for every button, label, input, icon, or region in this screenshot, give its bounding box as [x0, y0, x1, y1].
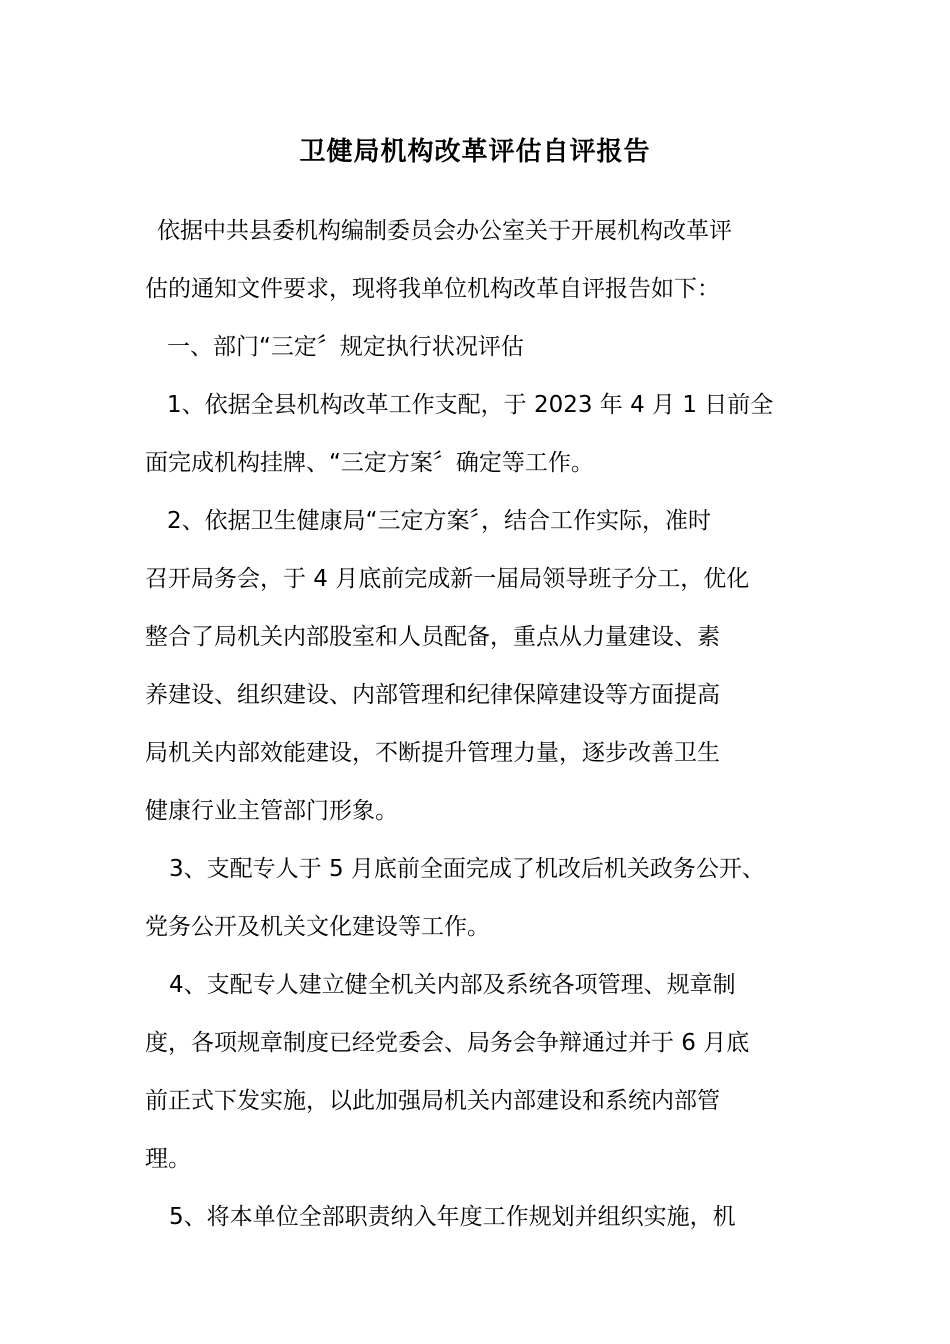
text-line: 1、依据全县机构改革工作支配，于 2023 年 4 月 1 日前全 [167, 392, 774, 418]
text-line: 度，各项规章制度已经党委会、局务会争辩通过并于 6 月底 [145, 1030, 750, 1056]
document-title: 卫健局机构改革评估自评报告 [299, 137, 651, 167]
section-heading-1 [145, 318, 815, 376]
text-line: 健康行业主管部门形象。 [145, 798, 398, 824]
text-line: 4、支配专人建立健全机关内部及系统各项管理、规章制 [169, 972, 736, 998]
text-line: 估的通知文件要求，现将我单位机构改革自评报告如下： [145, 276, 720, 302]
text-line: 5、将本单位全部职责纳入年度工作规划并组织实施，机 [169, 1204, 736, 1230]
text-line: 依据中共县委机构编制委员会办公室关于开展机构改革评 [157, 218, 732, 244]
paragraph-item-4 [145, 956, 815, 1188]
paragraph-item-1 [145, 376, 815, 492]
text-line: 2、依据卫生健康局“三定方案〞，结合工作实际，准时 [167, 508, 712, 534]
text-line: 面完成机构挂牌、“三定方案〞确定等工作。 [145, 450, 594, 476]
text-line: 前正式下发实施，以此加强局机关内部建设和系统内部管 [145, 1088, 720, 1114]
text-line: 理。 [145, 1146, 191, 1172]
text-line: 召开局务会，于 4 月底前完成新一届局领导班子分工，优化 [145, 566, 750, 592]
text-line: 一、部门“三定〞规定执行状况评估 [167, 334, 524, 360]
text-line: 3、支配专人于 5 月底前全面完成了机改后机关政务公开、 [169, 856, 765, 882]
paragraph-item-3 [145, 840, 815, 956]
text-line: 局机关内部效能建设，不断提升管理力量，逐步改善卫生 [145, 740, 720, 766]
paragraph-item-5 [145, 1188, 815, 1246]
text-line: 养建设、组织建设、内部管理和纪律保障建设等方面提高 [145, 682, 720, 708]
paragraph-intro [145, 202, 815, 318]
text-line: 党务公开及机关文化建设等工作。 [145, 914, 490, 940]
document-body [145, 202, 815, 1246]
text-line: 整合了局机关内部股室和人员配备，重点从力量建设、素 [145, 624, 720, 650]
paragraph-item-2 [145, 492, 815, 840]
